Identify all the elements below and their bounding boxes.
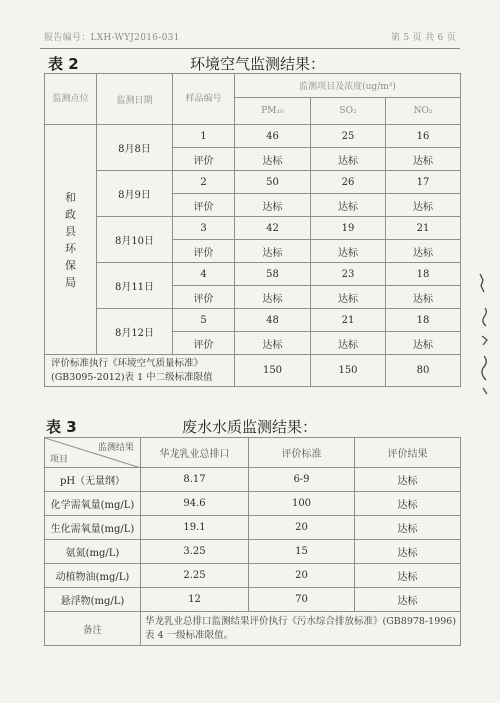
corner-top-label: 监测结果 <box>97 443 134 453</box>
item-cell: pH（无量纲） <box>45 468 141 492</box>
result-cell: 达标 <box>355 492 461 516</box>
eval-label-cell: 评价 <box>173 240 235 263</box>
eval-cell: 达标 <box>311 286 386 309</box>
header-concentration: 监测项目及浓度(ug/m³) <box>235 74 461 98</box>
standard-value-cell: 150 <box>311 355 386 387</box>
result-cell: 达标 <box>355 588 461 612</box>
value-cell: 18 <box>386 263 461 286</box>
standard-cell: 20 <box>249 516 355 540</box>
standard-cell: 100 <box>249 492 355 516</box>
eval-label-cell: 评价 <box>173 194 235 217</box>
seal-signature-mark <box>474 270 496 400</box>
sample-cell: 2 <box>173 171 235 194</box>
date-cell: 8月12日 <box>97 309 173 355</box>
value-cell: 21 <box>386 217 461 240</box>
value-cell: 94.6 <box>141 492 249 516</box>
result-cell: 达标 <box>355 564 461 588</box>
eval-cell: 达标 <box>311 148 386 171</box>
wastewater-table <box>44 437 461 646</box>
header-pm10: PM₁₀ <box>235 98 311 125</box>
eval-cell: 达标 <box>311 240 386 263</box>
item-cell: 生化需氧量(mg/L) <box>45 516 141 540</box>
standard-value-cell: 80 <box>386 355 461 387</box>
standard-cell: 20 <box>249 564 355 588</box>
eval-label-cell: 评价 <box>173 332 235 355</box>
value-cell: 16 <box>386 125 461 148</box>
eval-cell: 达标 <box>386 332 461 355</box>
result-cell: 达标 <box>355 540 461 564</box>
corner-header <box>45 438 141 468</box>
note-text-cell: 华龙乳业总排口监测结果评价执行《污水综合排放标准》(GB8978-1996)表 4 一级标准限值。 <box>141 612 461 646</box>
eval-cell: 达标 <box>386 240 461 263</box>
value-cell: 17 <box>386 171 461 194</box>
value-cell: 21 <box>311 309 386 332</box>
value-cell: 58 <box>235 263 311 286</box>
header-so2: SO₂ <box>311 98 386 125</box>
header-standard: 评价标准 <box>249 438 355 468</box>
corner-bottom-label: 项目 <box>50 455 69 465</box>
value-cell: 19 <box>311 217 386 240</box>
header-site: 华龙乳业总排口 <box>141 438 249 468</box>
page-header <box>44 30 456 46</box>
eval-cell: 达标 <box>311 332 386 355</box>
header-date: 监测日期 <box>97 74 173 125</box>
eval-label-cell: 评价 <box>173 148 235 171</box>
value-cell: 2.25 <box>141 564 249 588</box>
eval-cell: 达标 <box>235 332 311 355</box>
value-cell: 19.1 <box>141 516 249 540</box>
item-cell: 氨氮(mg/L) <box>45 540 141 564</box>
page-number: 第 5 页 共 6 页 <box>390 33 456 43</box>
value-cell: 50 <box>235 171 311 194</box>
date-cell: 8月8日 <box>97 125 173 171</box>
eval-cell: 达标 <box>311 194 386 217</box>
value-cell: 8.17 <box>141 468 249 492</box>
eval-cell: 达标 <box>235 194 311 217</box>
eval-label-cell: 评价 <box>173 286 235 309</box>
standard-value-cell: 150 <box>235 355 311 387</box>
value-cell: 48 <box>235 309 311 332</box>
date-cell: 8月10日 <box>97 217 173 263</box>
header-point: 监测点位 <box>45 74 97 125</box>
standard-cell: 6-9 <box>249 468 355 492</box>
date-cell: 8月9日 <box>97 171 173 217</box>
value-cell: 3.25 <box>141 540 249 564</box>
sample-cell: 4 <box>173 263 235 286</box>
air-quality-table <box>44 73 461 387</box>
value-cell: 25 <box>311 125 386 148</box>
value-cell: 46 <box>235 125 311 148</box>
result-cell: 达标 <box>355 468 461 492</box>
sample-cell: 5 <box>173 309 235 332</box>
header-divider <box>40 48 460 49</box>
result-cell: 达标 <box>355 516 461 540</box>
eval-cell: 达标 <box>386 194 461 217</box>
standard-cell: 70 <box>249 588 355 612</box>
value-cell: 12 <box>141 588 249 612</box>
note-label-cell: 备注 <box>45 612 141 646</box>
header-result: 评价结果 <box>355 438 461 468</box>
monitoring-point-cell <box>45 125 97 355</box>
eval-cell: 达标 <box>235 148 311 171</box>
table3-label: 表 3 <box>46 418 77 436</box>
item-cell: 化学需氧量(mg/L) <box>45 492 141 516</box>
eval-cell: 达标 <box>235 240 311 263</box>
value-cell: 26 <box>311 171 386 194</box>
sample-cell: 3 <box>173 217 235 240</box>
value-cell: 42 <box>235 217 311 240</box>
date-cell: 8月11日 <box>97 263 173 309</box>
report-number: 报告编号：LXH-WYJ2016-031 <box>44 33 180 43</box>
standard-text-cell: 评价标准执行《环境空气质量标准》(GB3095-2012)表 1 中二级标准限值 <box>45 355 235 387</box>
value-cell: 18 <box>386 309 461 332</box>
table2-label: 表 2 <box>48 55 79 73</box>
header-sample: 样品编号 <box>173 74 235 125</box>
sample-cell: 1 <box>173 125 235 148</box>
item-cell: 动植物油(mg/L) <box>45 564 141 588</box>
item-cell: 悬浮物(mg/L) <box>45 588 141 612</box>
eval-cell: 达标 <box>386 286 461 309</box>
eval-cell: 达标 <box>235 286 311 309</box>
monitoring-point-name: 和政县环保局 <box>65 190 76 289</box>
value-cell: 23 <box>311 263 386 286</box>
eval-cell: 达标 <box>386 148 461 171</box>
table2-title: 环境空气监测结果： <box>190 55 326 73</box>
header-no2: NO₂ <box>386 98 461 125</box>
table3-title: 废水水质监测结果： <box>182 418 318 436</box>
standard-cell: 15 <box>249 540 355 564</box>
